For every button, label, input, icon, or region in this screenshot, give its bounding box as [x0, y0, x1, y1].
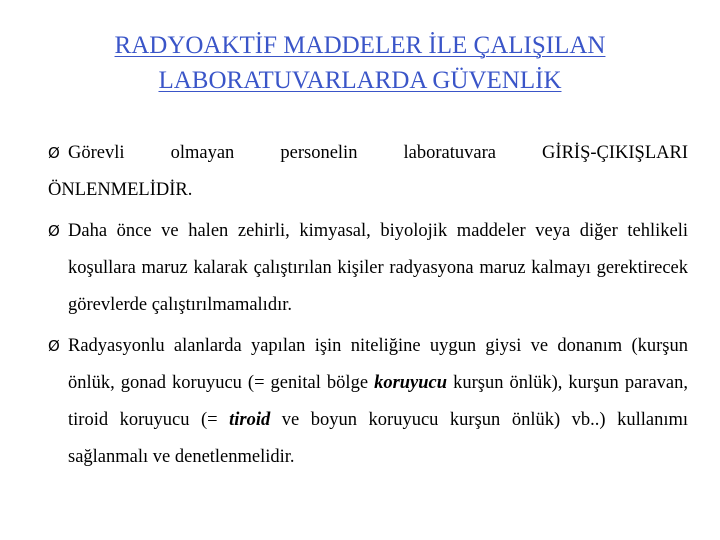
bullet-item-workers [48, 213, 688, 324]
bullet-2-text: Daha önce ve halen zehirli, kimyasal, biyolojik maddeler veya diğer tehlikeli koşullara maruz kalarak çalıştırılan kişiler radyasyona maruz kalmayı gerektirecek görevlerde çalıştırılmamalıdır. [68, 221, 688, 315]
bullet-3-text-part-2: kurşun önlük), kurşun paravan, tiroid koruyucu (= [68, 373, 688, 430]
page-title [40, 28, 680, 98]
bullet-1-line-2: ÖNLENMELİDİR. [48, 180, 193, 200]
bullet-1-line-1: Görevli olmayan personelin laboratuvara GİRİŞ-ÇIKIŞLARI [68, 143, 688, 163]
bullet-3-text-part-1: Radyasyonlu alanlarda yapılan işin niteliğine uygun giysi ve donanım (kurşun önlük, gonad koruyucu (= genital bölge [68, 336, 688, 393]
bullet-list [48, 135, 688, 476]
bullet-3-emphasis-1: koruyucu [374, 373, 448, 393]
bullet-item-protective-equipment [48, 328, 688, 476]
bullet-3-text-part-3: ve boyun koruyucu kurşun önlük) vb..) kullanımı sağlanmalı ve denetlenmelidir. [68, 410, 688, 467]
arrow-bullet-icon: Ø [48, 337, 60, 355]
arrow-bullet-icon: Ø [48, 222, 60, 240]
arrow-bullet-icon: Ø [48, 144, 60, 162]
title-line-2: LABORATUVARLARDA GÜVENLİK [158, 67, 562, 94]
title-line-1: RADYOAKTİF MADDELER İLE ÇALIŞILAN [114, 32, 606, 59]
bullet-3-emphasis-2: tiroid [229, 410, 271, 430]
bullet-item-access [48, 135, 688, 209]
